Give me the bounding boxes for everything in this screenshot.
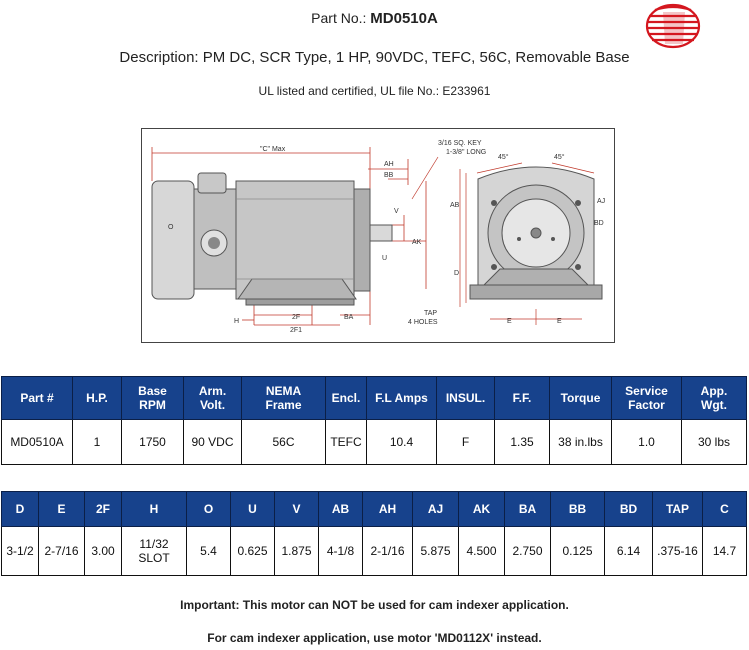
col-app-wgt: App. Wgt. <box>682 377 747 420</box>
col-v: V <box>275 492 319 527</box>
cell-service-factor: 1.0 <box>612 420 682 465</box>
company-logo <box>645 2 701 50</box>
u-label: U <box>382 255 388 262</box>
angle-label-left: 45° <box>498 154 509 161</box>
cell-v: 1.875 <box>275 527 319 576</box>
cell-torque: 38 in.lbs <box>550 420 612 465</box>
col-part: Part # <box>2 377 73 420</box>
cell-base-rpm: 1750 <box>122 420 184 465</box>
cell-c: 14.7 <box>703 527 747 576</box>
dimension-diagram <box>142 129 614 342</box>
important-note: Important: This motor can NOT be used for cam indexer application. <box>180 598 569 612</box>
cell-u: 0.625 <box>231 527 275 576</box>
cell-bd: 6.14 <box>605 527 653 576</box>
cell-ff: 1.35 <box>495 420 550 465</box>
c-max-label: "C" Max <box>260 146 286 153</box>
e-label-left: E <box>507 318 512 325</box>
col-h: H <box>122 492 187 527</box>
cell-ba: 2.750 <box>505 527 551 576</box>
2f-label: 2F <box>292 314 301 321</box>
holes-label: 4 HOLES <box>408 319 438 326</box>
cell-ak: 4.500 <box>459 527 505 576</box>
col-2f: 2F <box>85 492 122 527</box>
motor-dimension-drawing <box>141 128 615 343</box>
col-tap: TAP <box>653 492 703 527</box>
col-ak: AK <box>459 492 505 527</box>
cell-insul: F <box>437 420 495 465</box>
table-row <box>2 420 747 465</box>
cell-nema-frame: 56C <box>242 420 326 465</box>
cell-2f: 3.00 <box>85 527 122 576</box>
2f1-label: 2F1 <box>290 327 303 334</box>
description-label: Description: <box>119 49 199 66</box>
description-line <box>0 49 749 66</box>
ah-label: AH <box>384 161 394 168</box>
dims-header-row <box>2 492 747 527</box>
col-d: D <box>2 492 39 527</box>
col-arm-volt: Arm. Volt. <box>184 377 242 420</box>
part-no-value: MD0510A <box>370 10 438 27</box>
cell-e: 2-7/16 <box>39 527 85 576</box>
col-u: U <box>231 492 275 527</box>
tap-label: TAP <box>424 310 438 317</box>
col-nema-frame: NEMA Frame <box>242 377 326 420</box>
ba-label: BA <box>344 314 354 321</box>
col-e: E <box>39 492 85 527</box>
cell-bb: 0.125 <box>551 527 605 576</box>
cell-hp: 1 <box>73 420 122 465</box>
d-label: D <box>454 270 460 277</box>
dimensions-table <box>1 491 747 576</box>
ab-label: AB <box>450 202 460 209</box>
ak-label: AK <box>412 239 422 246</box>
cell-d: 3-1/2 <box>2 527 39 576</box>
cell-arm-volt: 90 VDC <box>184 420 242 465</box>
col-ba: BA <box>505 492 551 527</box>
col-torque: Torque <box>550 377 612 420</box>
col-bb: BB <box>551 492 605 527</box>
cell-ab: 4-1/8 <box>319 527 363 576</box>
bd-label: BD <box>594 220 604 227</box>
col-base-rpm: Base RPM <box>122 377 184 420</box>
cell-ah: 2-1/16 <box>363 527 413 576</box>
specs-header-row <box>2 377 747 420</box>
col-o: O <box>187 492 231 527</box>
bb-label: BB <box>384 172 394 179</box>
table-row <box>2 527 747 576</box>
col-ff: F.F. <box>495 377 550 420</box>
alternative-motor-note: For cam indexer application, use motor 'MD0112X' instead. <box>207 631 542 645</box>
col-insul: INSUL. <box>437 377 495 420</box>
col-bd: BD <box>605 492 653 527</box>
col-fl-amps: F.L Amps <box>367 377 437 420</box>
col-c: C <box>703 492 747 527</box>
col-ab: AB <box>319 492 363 527</box>
part-no-label: Part No.: <box>311 10 367 26</box>
cell-fl-amps: 10.4 <box>367 420 437 465</box>
cell-h: 11/32 SLOT <box>122 527 187 576</box>
o-label: O <box>168 224 174 231</box>
v-label: V <box>394 208 399 215</box>
col-aj: AJ <box>413 492 459 527</box>
angle-label-right: 45° <box>554 154 565 161</box>
motor-specs-table <box>1 376 747 465</box>
cell-tap: .375-16 <box>653 527 703 576</box>
key-label: 3/16 SQ. KEY <box>438 140 482 147</box>
aj-label: AJ <box>597 198 606 205</box>
h-label: H <box>234 318 240 325</box>
col-encl: Encl. <box>326 377 367 420</box>
col-service-factor: Service Factor <box>612 377 682 420</box>
cell-app-wgt: 30 lbs <box>682 420 747 465</box>
description-value: PM DC, SCR Type, 1 HP, 90VDC, TEFC, 56C, Removable Base <box>202 49 630 66</box>
part-number-line <box>0 10 749 27</box>
key-length-label: 1-3/8" LONG <box>446 149 487 156</box>
e-label-right: E <box>557 318 562 325</box>
cell-o: 5.4 <box>187 527 231 576</box>
col-hp: H.P. <box>73 377 122 420</box>
cell-encl: TEFC <box>326 420 367 465</box>
cell-part: MD0510A <box>2 420 73 465</box>
ul-listing: UL listed and certified, UL file No.: E233961 <box>258 84 491 98</box>
col-ah: AH <box>363 492 413 527</box>
cell-aj: 5.875 <box>413 527 459 576</box>
